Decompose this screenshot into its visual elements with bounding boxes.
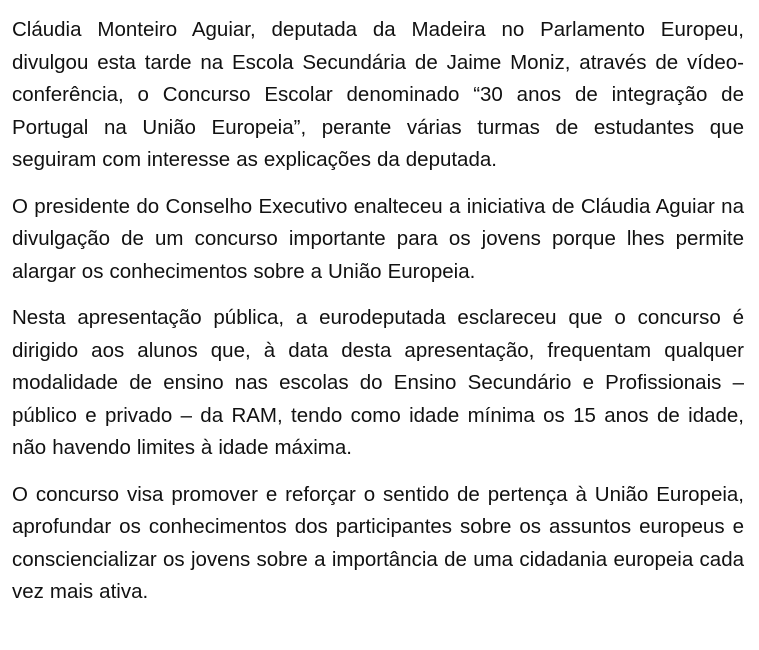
paragraph-eligibility: Nesta apresentação pública, a eurodeputada esclareceu que o concurso é dirigido aos alunos que, à data desta apresentação, frequentam qualquer modalidade de ensino nas escolas do Ensino Secundário e Profissionais – público e privado – da RAM, tendo como idade mínima os 15 anos de idade, não havendo limites à idade máxima. [12,306,744,459]
paragraph-executive-praise: O presidente do Conselho Executivo enalteceu a iniciativa de Cláudia Aguiar na divulgação de um concurso importante para os jovens porque lhes permite alargar os conhecimentos sobre a União Europeia. [12,194,744,283]
document-body [12,14,744,623]
paragraph-announcement: Cláudia Monteiro Aguiar, deputada da Madeira no Parlamento Europeu, divulgou esta tarde na Escola Secundária de Jaime Moniz, através de vídeo-conferência, o Concurso Escolar denominado “30 anos de integração de Portugal na União Europeia”, perante várias turmas de estudantes que seguiram com interesse as explicações da deputada. [12,18,744,171]
paragraph-objectives: O concurso visa promover e reforçar o sentido de pertença à União Europeia, aprofundar os conhecimentos dos participantes sobre os assuntos europeus e consciencializar os jovens sobre a importância de uma cidadania europeia cada vez mais ativa. [12,482,744,603]
